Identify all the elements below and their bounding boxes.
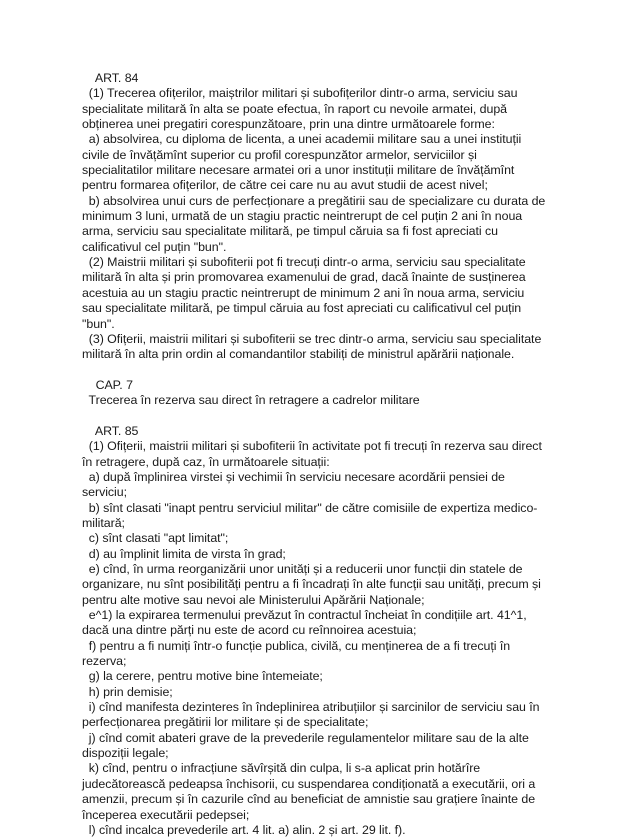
- text-line: ART. 84: [82, 71, 139, 85]
- text-line: (1) Trecerea ofițerilor, maiștrilor militari și subofițerilor dintr-o arma, serviciu sau: [82, 86, 518, 101]
- text-line: b) absolvirea unui curs de perfecționare a pregătirii sau de specializare cu durata de: [82, 193, 546, 208]
- heading-line: CAP. 7: [82, 377, 133, 392]
- text-line: rezerva;: [82, 654, 127, 669]
- chapter-7-heading: [82, 378, 552, 409]
- text-line: sau specialitate militară, pe timpul căruia au fost apreciati cu calificativul cel puțin: [82, 301, 522, 316]
- text-line: civile de învățămînt superior cu profil corespunzător armelor, serviciilor și: [82, 147, 477, 162]
- text-line: d) au împlinit limita de virsta în grad;: [82, 546, 286, 561]
- text-line: militară;: [82, 515, 125, 530]
- text-line: g) la cerere, pentru motive bine întemeiate;: [82, 669, 323, 684]
- document-page: [82, 71, 552, 838]
- text-line: b) sînt clasati "inapt pentru serviciul militar" de către comisiile de expertiza medico-: [82, 500, 538, 515]
- text-line: pentru formarea ofițerilor, de către cei care nu au avut studii de acest nivel;: [82, 178, 488, 193]
- heading-line: Trecerea în rezerva sau direct în retragere a cadrelor militare: [82, 393, 420, 408]
- text-line: (2) Maistrii militari și subofiterii pot fi trecuți dintr-o arma, serviciu sau specialitate: [82, 255, 526, 270]
- text-line: în retragere, după caz, în următoarele situații:: [82, 454, 330, 469]
- spacer: [82, 363, 552, 378]
- text-line: perfecționarea pregătirii lor militare și de specialitate;: [82, 715, 369, 730]
- text-line: j) cînd comit abateri grave de la prevederile regulamentelor militare sau de la alte: [82, 730, 529, 745]
- text-line: începerea executării pedepsei;: [82, 807, 250, 822]
- text-line: obținerea unei pregatiri corespunzătoare, prin una dintre următoarele forme:: [82, 117, 495, 132]
- text-line: arma, serviciu sau specialitate militară, pe timpul căruia sa fi fost apreciati cu: [82, 224, 498, 239]
- text-line: specialitatilor militare necesare armatei ori a unor instituții militare de învățămînt: [82, 163, 515, 178]
- text-line: serviciu;: [82, 485, 127, 500]
- text-line: militară în alta prin ordin al comandantilor stabiliți de ministrul apărării naționale.: [82, 347, 515, 362]
- text-line: dacă una dintre părți nu este de acord cu reînnoirea acestuia;: [82, 623, 417, 638]
- spacer: [82, 409, 552, 424]
- text-line: l) cînd incalca prevederile art. 4 lit. a) alin. 2 și art. 29 lit. f).: [82, 822, 406, 837]
- text-line: pentru alte motive sau nevoi ale Ministerului Apărării Naționale;: [82, 592, 425, 607]
- text-line: (1) Ofițerii, maistrii militari și subofiterii în activitate pot fi trecuți în rezerva sau direct: [82, 439, 542, 454]
- text-line: ART. 85: [82, 423, 139, 438]
- text-line: acestuia au un stagiu practic neintrerupt de minimum 2 ani în noua arma, serviciu: [82, 285, 525, 300]
- article-85: [82, 424, 552, 838]
- text-line: calificativul cel puțin "bun".: [82, 239, 227, 254]
- text-line: f) pentru a fi numiți într-o funcție publica, civilă, cu menținerea de a fi trecuți în: [82, 638, 511, 653]
- text-line: (3) Ofițerii, maistrii militari și subofiterii se trec dintr-o arma, serviciu sau specialitate: [82, 331, 542, 346]
- article-84: [82, 71, 552, 363]
- text-line: i) cînd manifesta dezinteres în îndeplinirea atribuțiilor și sarcinilor de serviciu sau în: [82, 700, 540, 715]
- text-line: e^1) la expirarea termenului prevăzut în contractul încheiat în condițiile art. 41^1,: [82, 608, 527, 623]
- text-line: c) sînt clasati "apt limitat";: [82, 531, 229, 546]
- text-line: a) după împlinirea virstei și vechimii în serviciu necesare acordării pensiei de: [82, 469, 505, 484]
- text-line: militară în alta și prin promovarea examenului de grad, dacă înainte de susținerea: [82, 270, 526, 285]
- text-line: minimum 3 luni, urmată de un stagiu practic neintrerupt de cel puțin 2 ani în noua: [82, 209, 523, 224]
- text-line: "bun".: [82, 316, 115, 331]
- text-line: organizare, nu sînt posibilități pentru a fi încadrați în alte funcții sau unități, precum și: [82, 577, 541, 592]
- text-line: specialitate militară în alta se poate efectua, în raport cu nevoile armatei, după: [82, 101, 507, 116]
- text-line: dispoziții legale;: [82, 746, 169, 761]
- text-line: a) absolvirea, cu diploma de licenta, a unei academii militare sau a unei instituții: [82, 132, 522, 147]
- text-line: judecătorească pedeapsa închisorii, cu suspendarea condiționată a executării, ori a: [82, 776, 536, 791]
- text-line: k) cînd, pentru o infracțiune săvîrșită din culpa, li s-a aplicat prin hotărîre: [82, 761, 481, 776]
- text-line: amenzii, precum și în cazurile cînd au beneficiat de amnistie sau grațiere înainte de: [82, 792, 536, 807]
- text-line: h) prin demisie;: [82, 684, 173, 699]
- text-line: e) cînd, în urma reorganizării unor unități și a reducerii unor funcții din statele de: [82, 562, 523, 576]
